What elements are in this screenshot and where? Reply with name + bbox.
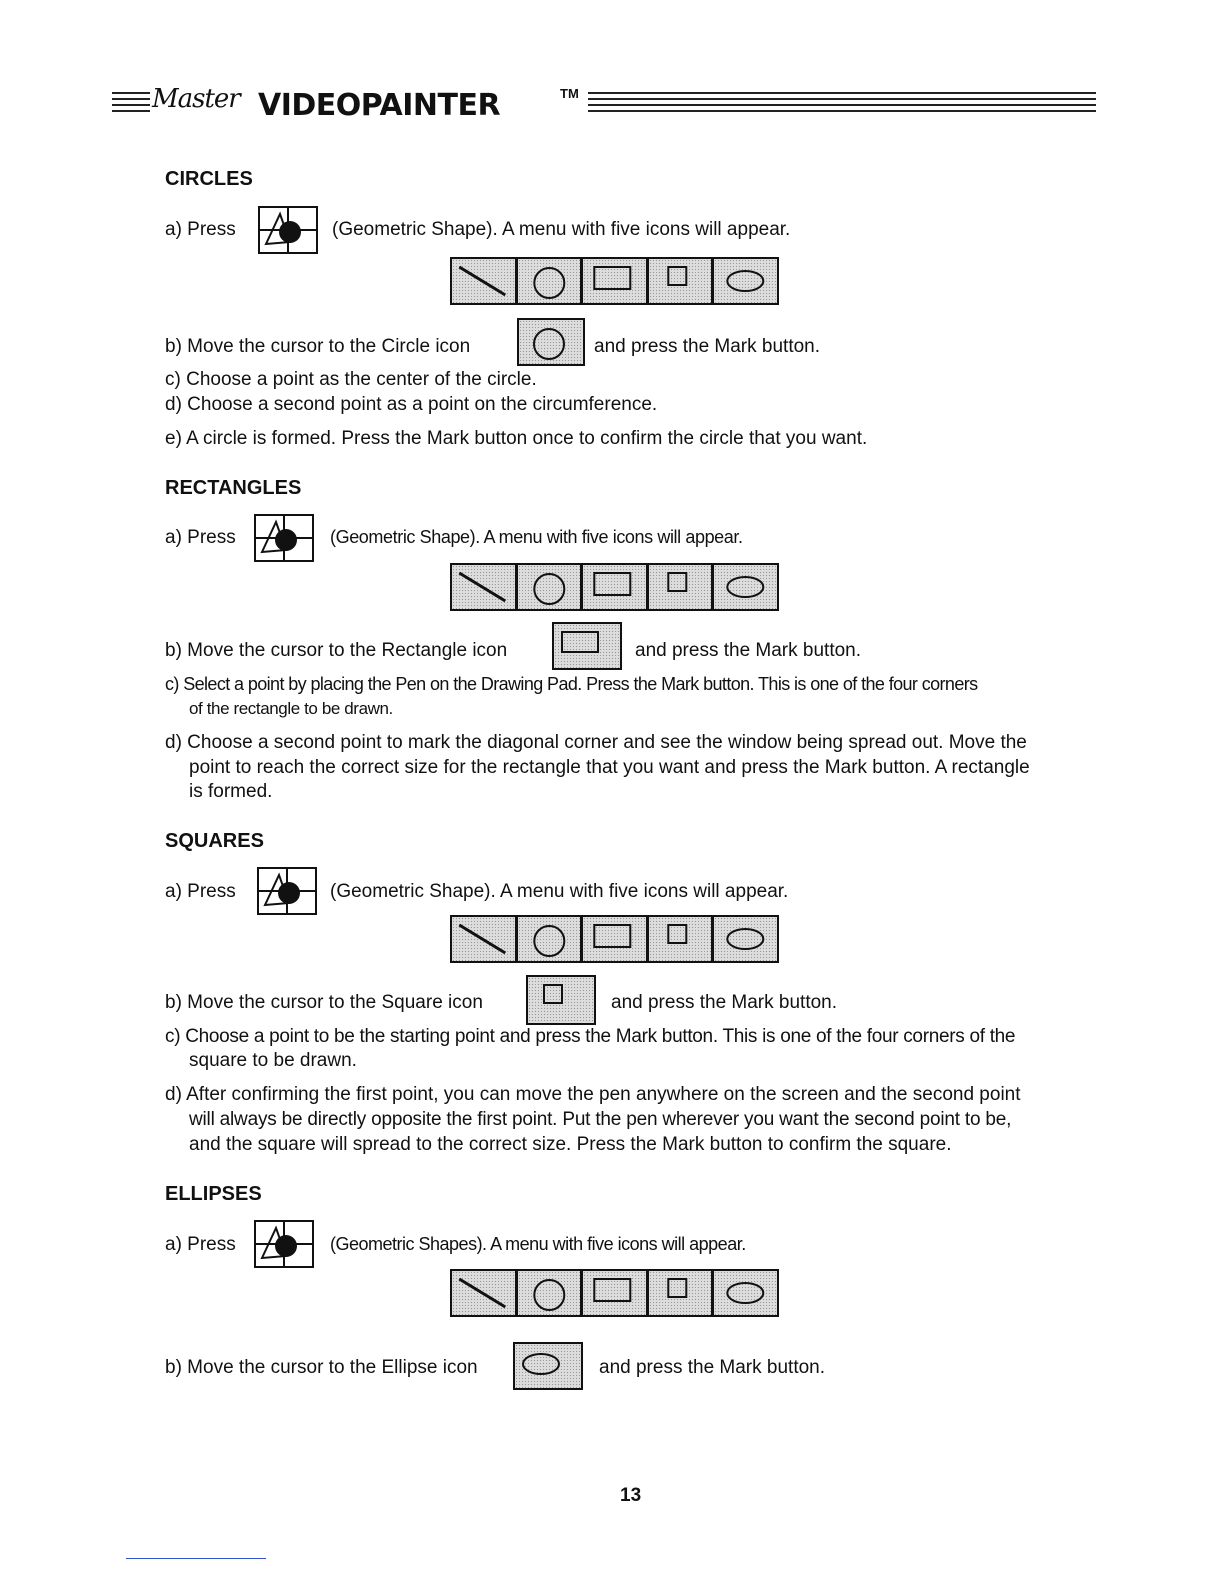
logo-title: VIDEOPAINTER — [258, 88, 501, 123]
ellipse-icon — [513, 1342, 583, 1390]
shape-menu-circles — [450, 257, 779, 305]
square-icon — [526, 975, 596, 1025]
page-header — [112, 84, 1096, 124]
circle-icon — [518, 917, 584, 961]
rectangle-icon — [583, 565, 649, 609]
step-c-rectangles-cont: of the rectangle to be drawn. — [189, 699, 393, 718]
step-b-circles-end: and press the Mark button. — [594, 336, 821, 357]
ellipse-icon — [714, 917, 777, 961]
geometric-shape-icon — [258, 206, 318, 254]
rectangle-icon — [583, 1271, 649, 1315]
circle-icon — [518, 565, 584, 609]
circle-icon — [518, 259, 584, 303]
square-icon — [649, 917, 715, 961]
step-a-rectangles: a) Press — [165, 527, 236, 548]
line-icon — [452, 565, 518, 609]
step-b-squares-end: and press the Mark button. — [611, 992, 838, 1013]
step-d-circles: d) Choose a second point as a point on the circumference. — [165, 394, 658, 415]
step-c-squares-cont: square to be drawn. — [189, 1050, 357, 1071]
rectangle-icon — [583, 917, 649, 961]
geometric-shape-icon — [254, 1220, 314, 1268]
ellipse-icon — [714, 565, 777, 609]
step-d-squares-cont1: will always be directly opposite the first point. Put the pen wherever you want the second point to be, — [189, 1109, 1012, 1130]
circle-icon — [518, 1271, 584, 1315]
shape-menu-squares — [450, 915, 779, 963]
header-rule-right — [588, 92, 1096, 116]
section-heading-rectangles: RECTANGLES — [165, 477, 302, 499]
section-heading-circles: CIRCLES — [165, 168, 253, 190]
page-number: 13 — [620, 1485, 642, 1506]
step-d-rectangles-cont2: is formed. — [189, 781, 273, 802]
step-a-ellipses-desc: (Geometric Shapes). A menu with five icons will appear. — [330, 1234, 746, 1254]
square-icon — [649, 259, 715, 303]
circle-icon — [517, 318, 585, 366]
step-d-rectangles: d) Choose a second point to mark the diagonal corner and see the window being spread out. Move the — [165, 732, 1027, 753]
geometric-shape-icon — [254, 514, 314, 562]
rectangle-icon — [583, 259, 649, 303]
step-b-squares: b) Move the cursor to the Square icon — [165, 992, 483, 1013]
step-text: a) Press — [165, 219, 236, 240]
section-heading-ellipses: ELLIPSES — [165, 1183, 262, 1205]
ellipse-icon — [714, 1271, 777, 1315]
step-a-rectangles-desc: (Geometric Shape). A menu with five icons will appear. — [330, 527, 743, 547]
step-d-squares-cont2: and the square will spread to the correct size. Press the Mark button to confirm the square. — [189, 1134, 952, 1155]
step-e-circles: e) A circle is formed. Press the Mark button once to confirm the circle that you want. — [165, 428, 868, 449]
step-c-circles: c) Choose a point as the center of the circle. — [165, 369, 537, 390]
step-c-squares: c) Choose a point to be the starting point and press the Mark button. This is one of the four corners of the — [165, 1026, 1016, 1047]
step-d-squares: d) After confirming the first point, you can move the pen anywhere on the screen and the second point — [165, 1084, 1021, 1105]
shape-menu-ellipses — [450, 1269, 779, 1317]
header-rule-left — [112, 92, 150, 116]
step-a-circles — [165, 219, 236, 241]
step-b-circles: b) Move the cursor to the Circle icon — [165, 336, 471, 357]
trademark: TM — [560, 86, 579, 101]
geometric-shape-icon — [257, 867, 317, 915]
step-b-rectangles-end: and press the Mark button. — [635, 640, 862, 661]
shape-menu-rectangles — [450, 563, 779, 611]
step-d-rectangles-cont1: point to reach the correct size for the rectangle that you want and press the Mark button. A rectangle — [189, 757, 1030, 778]
ellipse-icon — [714, 259, 777, 303]
step-b-ellipses-end: and press the Mark button. — [599, 1357, 826, 1378]
line-icon — [452, 1271, 518, 1315]
line-icon — [452, 259, 518, 303]
logo-script: Master — [152, 84, 240, 114]
line-icon — [452, 917, 518, 961]
step-a-ellipses: a) Press — [165, 1234, 236, 1255]
rectangle-icon — [552, 622, 622, 670]
footer-rule — [126, 1558, 266, 1559]
step-c-rectangles: c) Select a point by placing the Pen on the Drawing Pad. Press the Mark button. This is one of the four corners — [165, 674, 978, 694]
step-a-squares-desc: (Geometric Shape). A menu with five icons will appear. — [330, 881, 789, 902]
square-icon — [649, 1271, 715, 1315]
step-b-ellipses: b) Move the cursor to the Ellipse icon — [165, 1357, 478, 1378]
section-heading-squares: SQUARES — [165, 830, 264, 852]
square-icon — [649, 565, 715, 609]
step-a-circles-desc: (Geometric Shape). A menu with five icons will appear. — [332, 219, 791, 240]
step-a-squares: a) Press — [165, 881, 236, 902]
step-b-rectangles: b) Move the cursor to the Rectangle icon — [165, 640, 508, 661]
